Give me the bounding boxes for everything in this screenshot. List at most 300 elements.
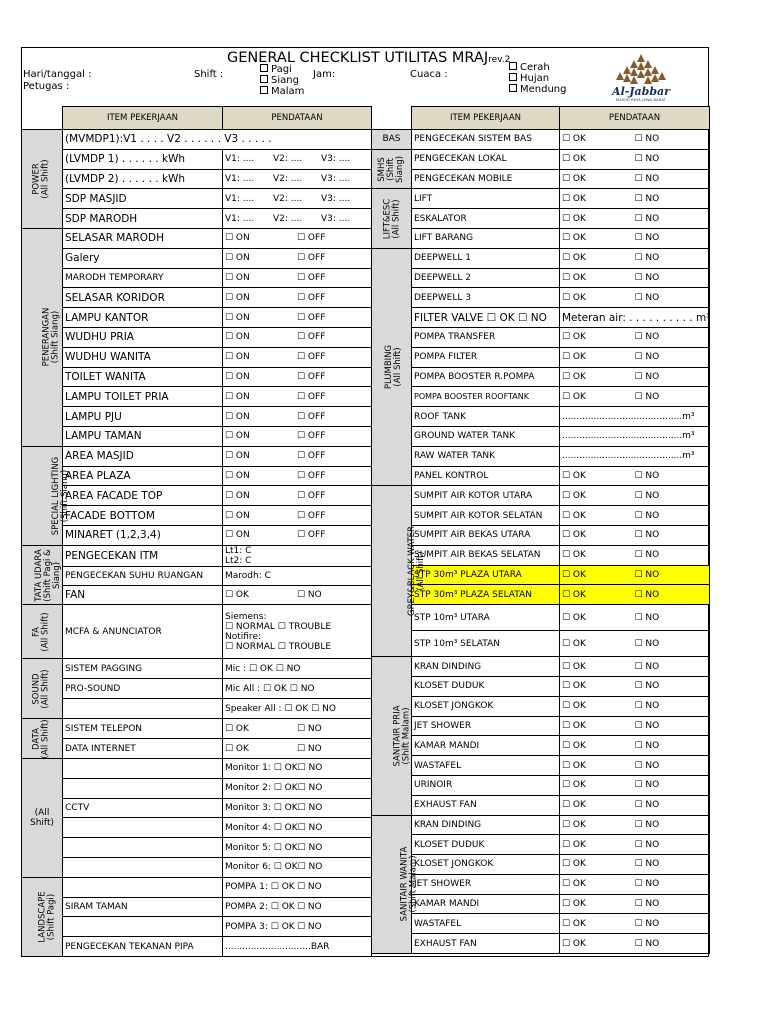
option-ok[interactable]: ☐ OK — [562, 859, 586, 870]
option-monitor-3-ok[interactable]: Monitor 3: ☐ OK — [225, 803, 298, 813]
data-field-stp-10m-selatan[interactable] — [560, 631, 710, 657]
data-field-kran-dinding[interactable] — [560, 657, 710, 677]
data-field-deepwell-3[interactable] — [560, 288, 710, 308]
option-ok[interactable]: ☐ OK — [562, 154, 586, 165]
option-no[interactable]: ☐ NO — [634, 638, 660, 649]
option-ok[interactable]: ☐ OK — [562, 740, 586, 751]
data-field-wastafel[interactable] — [560, 914, 710, 934]
option-off[interactable]: ☐ OFF — [297, 371, 326, 382]
data-field-siram-taman[interactable] — [223, 897, 372, 917]
checklist-row — [22, 347, 372, 367]
option-no[interactable]: ☐ NO — [634, 510, 660, 521]
option-no[interactable]: ☐ NO — [634, 173, 660, 184]
data-field-pengecekan-itm[interactable] — [223, 545, 372, 566]
data-line[interactable]: Mic : ☐ OK ☐ NO — [225, 663, 301, 674]
checklist-row — [22, 387, 372, 407]
checklist-row — [22, 209, 372, 229]
data-field-toilet-wanita[interactable] — [223, 367, 372, 387]
option-no[interactable]: ☐ NO — [634, 589, 660, 600]
checklist-row — [22, 679, 372, 699]
option-off[interactable]: ☐ OFF — [297, 530, 326, 541]
data-field-deepwell-2[interactable] — [560, 268, 710, 288]
checkbox-icon — [509, 62, 517, 70]
option-ok[interactable]: ☐ OK — [562, 800, 586, 811]
option-v1[interactable]: V1: .... — [225, 173, 255, 184]
data-line[interactable]: Marodh: C — [225, 570, 271, 581]
option-no[interactable]: ☐ NO — [297, 803, 323, 813]
data-field-exhaust-fan[interactable] — [560, 934, 710, 954]
option-ok[interactable]: ☐ OK — [562, 391, 586, 402]
checklist-row — [372, 446, 710, 466]
option-no[interactable]: ☐ NO — [634, 681, 660, 692]
item-minaret-1-2-3-4: MINARET (1,2,3,4) — [63, 525, 223, 545]
option-no[interactable]: ☐ NO — [634, 918, 660, 929]
data-field-lampu-toilet-pria[interactable] — [223, 387, 372, 407]
item-toilet-wanita: TOILET WANITA — [63, 367, 223, 387]
data-field-selasar-marodh[interactable] — [223, 228, 372, 248]
item-blank — [63, 699, 223, 719]
data-field-pengecekan-suhu-ruangan[interactable] — [223, 566, 372, 585]
option-off[interactable]: ☐ OFF — [297, 391, 326, 402]
option-ok[interactable]: ☐ OK — [562, 173, 586, 184]
item-blank — [63, 818, 223, 838]
option-no[interactable]: ☐ NO — [634, 253, 660, 264]
data-field-sistem-pagging[interactable] — [223, 659, 372, 679]
checklist-row — [22, 268, 372, 288]
option-no[interactable]: ☐ NO — [634, 490, 660, 501]
weather-option-mendung: Mendung — [509, 84, 567, 95]
data-field-sdp-marodh[interactable] — [223, 209, 372, 229]
option-on[interactable]: ☐ ON — [225, 490, 250, 501]
section-label-plumbing: PLUMBING (All Shift) — [372, 248, 412, 486]
option-ok[interactable]: ☐ OK — [562, 233, 586, 244]
data-field-pengecekan-sistem-bas[interactable] — [560, 130, 710, 150]
option-v2[interactable]: V2: .... — [273, 173, 303, 184]
checklist-row — [22, 426, 372, 446]
data-field-pro-sound[interactable] — [223, 679, 372, 699]
option-no[interactable]: ☐ NO — [634, 292, 660, 303]
option-off[interactable]: ☐ OFF — [297, 253, 326, 264]
item-kloset-duduk: KLOSET DUDUK — [412, 835, 560, 855]
data-field-lift[interactable] — [560, 189, 710, 209]
data-field-pompa-filter[interactable] — [560, 347, 710, 367]
option-ok[interactable]: ☐ OK — [562, 918, 586, 929]
checkbox-icon — [260, 75, 268, 83]
option-no[interactable]: ☐ NO — [297, 882, 322, 893]
option-ok[interactable]: ☐ OK — [562, 569, 586, 580]
data-field-lampu-pju[interactable] — [223, 407, 372, 427]
data-field-minaret-1-2-3-4[interactable] — [223, 525, 372, 545]
left-checklist-column — [21, 106, 372, 957]
checklist-row — [22, 407, 372, 427]
option-ok[interactable]: ☐ OK — [562, 352, 586, 363]
option-no[interactable]: ☐ NO — [297, 783, 323, 794]
option-off[interactable]: ☐ OFF — [297, 451, 326, 462]
option-monitor-2-ok[interactable]: Monitor 2: ☐ OK — [225, 783, 298, 794]
data-field-cctv[interactable] — [223, 798, 372, 818]
option-no[interactable]: ☐ NO — [634, 371, 660, 382]
corner-cell — [22, 107, 63, 130]
data-field-area-plaza[interactable] — [223, 466, 372, 486]
item-wastafel: WASTAFEL — [412, 914, 560, 934]
option-ok[interactable]: ☐ OK — [562, 819, 586, 830]
item-raw-water-tank: RAW WATER TANK — [412, 446, 560, 466]
option-no[interactable]: ☐ NO — [297, 862, 323, 873]
option-off[interactable]: ☐ OFF — [297, 470, 326, 481]
option-v2[interactable]: V2: .... — [273, 213, 303, 224]
option-ok[interactable]: ☐ OK — [562, 760, 586, 771]
option-no[interactable]: ☐ NO — [634, 154, 660, 165]
data-field-filter-valve-ok-no[interactable]: Meteran air: . . . . . . . . . . m³ — [560, 308, 710, 328]
data-line[interactable]: Siemens: — [225, 611, 267, 622]
checklist-row — [372, 855, 710, 875]
data-field-pompa-booster-rooftank[interactable] — [560, 387, 710, 407]
option-v1[interactable]: V1: .... — [225, 193, 255, 204]
option-no[interactable]: ☐ NO — [297, 921, 322, 932]
data-field-eskalator[interactable] — [560, 209, 710, 229]
data-field-area-masjid[interactable] — [223, 446, 372, 466]
item-pengecekan-suhu-ruangan: PENGECEKAN SUHU RUANGAN — [63, 566, 223, 585]
item-sistem-telepon: SISTEM TELEPON — [63, 719, 223, 739]
data-field-marodh-temporary[interactable] — [223, 268, 372, 288]
item-siram-taman: SIRAM TAMAN — [63, 897, 223, 917]
option-monitor-5-ok[interactable]: Monitor 5: ☐ OK — [225, 842, 298, 853]
item-kamar-mandi: KAMAR MANDI — [412, 736, 560, 756]
option-no[interactable]: ☐ NO — [297, 590, 322, 601]
data-field-sumpit-air-bekas-selatan[interactable] — [560, 545, 710, 565]
checklist-row — [372, 149, 710, 169]
option-off[interactable]: ☐ OFF — [297, 431, 326, 442]
option-no[interactable]: ☐ NO — [634, 760, 660, 771]
option-ok[interactable]: ☐ OK — [225, 743, 249, 754]
checklist-row — [372, 130, 710, 150]
data-field-kloset-duduk[interactable] — [560, 676, 710, 696]
data-field-blank[interactable] — [223, 759, 372, 779]
checklist-row — [372, 756, 710, 776]
data-field-lvmdp-1-kwh[interactable] — [223, 149, 372, 169]
data-field-blank[interactable] — [223, 838, 372, 858]
option-ok[interactable]: ☐ OK — [562, 134, 586, 145]
option-ok[interactable]: ☐ OK — [562, 938, 586, 949]
option-no[interactable]: ☐ NO — [634, 391, 660, 402]
option-ok[interactable]: ☐ OK — [562, 490, 586, 501]
section-label-fa: FA (All Shift) — [22, 605, 63, 659]
item-sumpit-air-kotor-selatan: SUMPIT AIR KOTOR SELATAN — [412, 506, 560, 526]
data-field-deepwell-1[interactable] — [560, 248, 710, 268]
checklist-row — [22, 699, 372, 719]
data-line[interactable]: Lt2: C — [225, 555, 252, 566]
option-ok[interactable]: ☐ OK — [562, 879, 586, 890]
data-field-blank[interactable] — [223, 699, 372, 719]
option-no[interactable]: ☐ NO — [634, 720, 660, 731]
option-v2[interactable]: V2: .... — [273, 193, 303, 204]
data-field-wastafel[interactable] — [560, 756, 710, 776]
data-field-kloset-jongkok[interactable] — [560, 696, 710, 716]
data-field-kamar-mandi[interactable] — [560, 894, 710, 914]
data-field-lift-barang[interactable] — [560, 228, 710, 248]
option-ok[interactable]: ☐ OK — [562, 530, 586, 541]
option-on[interactable]: ☐ ON — [225, 352, 250, 363]
option-no[interactable]: ☐ NO — [634, 134, 660, 145]
option-on[interactable]: ☐ ON — [225, 510, 250, 521]
item-sumpit-air-bekas-utara: SUMPIT AIR BEKAS UTARA — [412, 525, 560, 545]
option-no[interactable]: ☐ NO — [634, 819, 660, 830]
option-no[interactable]: ☐ NO — [297, 723, 322, 734]
option-ok[interactable]: ☐ OK — [562, 612, 586, 623]
data-field-pompa-booster-r-pompa[interactable] — [560, 367, 710, 387]
option-on[interactable]: ☐ ON — [225, 431, 250, 442]
option-ok[interactable]: ☐ OK — [562, 332, 586, 343]
option-off[interactable]: ☐ OFF — [297, 312, 326, 323]
option-no[interactable]: ☐ NO — [634, 839, 660, 850]
data-field-pompa-transfer[interactable] — [560, 327, 710, 347]
data-field-kloset-jongkok[interactable] — [560, 855, 710, 875]
item-selasar-koridor: SELASAR KORIDOR — [63, 288, 223, 308]
item-blank — [63, 778, 223, 798]
option-no[interactable]: ☐ NO — [634, 859, 660, 870]
item-eskalator: ESKALATOR — [412, 209, 560, 229]
option-no[interactable]: ☐ NO — [634, 938, 660, 949]
section-label-landscape: LANDSCAPE (Shift Pagi) — [22, 877, 63, 956]
option-v1[interactable]: V1: .... — [225, 213, 255, 224]
option-ok[interactable]: ☐ OK — [562, 638, 586, 649]
data-field-wudhu-wanita[interactable] — [223, 347, 372, 367]
item-column-header: ITEM PEKERJAAN — [412, 107, 560, 130]
data-field-pengecekan-tekanan-pipa[interactable]: ..............................BAR — [223, 937, 372, 957]
option-no[interactable]: ☐ NO — [297, 822, 323, 833]
data-line[interactable]: ☐ NORMAL ☐ TROUBLE — [225, 641, 332, 652]
data-field-galery[interactable] — [223, 248, 372, 268]
option-ok[interactable]: ☐ OK — [562, 720, 586, 731]
checklist-row — [372, 466, 710, 486]
option-on[interactable]: ☐ ON — [225, 371, 250, 382]
option-no[interactable]: ☐ NO — [297, 901, 322, 912]
option-on[interactable]: ☐ ON — [225, 272, 250, 283]
option-off[interactable]: ☐ OFF — [297, 411, 326, 422]
option-ok[interactable]: ☐ OK — [562, 253, 586, 264]
option-ok[interactable]: ☐ OK — [562, 899, 586, 910]
item-stp-10m-selatan: STP 10m³ SELATAN — [412, 631, 560, 657]
data-field-sumpit-air-kotor-selatan[interactable] — [560, 506, 710, 526]
data-field-sistem-telepon[interactable] — [223, 719, 372, 739]
data-field-jet-shower[interactable] — [560, 874, 710, 894]
option-no[interactable]: ☐ NO — [634, 800, 660, 811]
data-line[interactable]: Notifire: — [225, 631, 262, 642]
option-v2[interactable]: V2: .... — [273, 154, 303, 165]
data-field-blank[interactable] — [223, 818, 372, 838]
section-label-grey-black-water: GREY&BLACK WATER (All Shift) — [372, 486, 412, 657]
checklist-row — [372, 209, 710, 229]
item-pengecekan-tekanan-pipa: PENGECEKAN TEKANAN PIPA — [63, 937, 223, 957]
data-field-panel-kontrol[interactable] — [560, 466, 710, 486]
option-monitor-4-ok[interactable]: Monitor 4: ☐ OK — [225, 822, 298, 833]
item-sdp-masjid: SDP MASJID — [63, 189, 223, 209]
option-pompa-1-ok[interactable]: POMPA 1: ☐ OK — [225, 882, 295, 893]
data-field-sdp-masjid[interactable] — [223, 189, 372, 209]
shift-options[interactable] — [260, 64, 304, 97]
option-ok[interactable]: ☐ OK — [225, 590, 249, 601]
option-no[interactable]: ☐ NO — [634, 193, 660, 204]
option-v3[interactable]: V3: .... — [321, 193, 351, 204]
option-no[interactable]: ☐ NO — [634, 701, 660, 712]
data-field-urinoir[interactable] — [560, 775, 710, 795]
data-field-sumpit-air-bekas-utara[interactable] — [560, 525, 710, 545]
option-on[interactable]: ☐ ON — [225, 530, 250, 541]
option-no[interactable]: ☐ NO — [634, 233, 660, 244]
data-field-lampu-taman[interactable] — [223, 426, 372, 446]
data-field-lampu-kantor[interactable] — [223, 308, 372, 328]
option-on[interactable]: ☐ ON — [225, 451, 250, 462]
data-field-stp-10m-utara[interactable] — [560, 605, 710, 631]
option-no[interactable]: ☐ NO — [634, 612, 660, 623]
option-ok[interactable]: ☐ OK — [562, 780, 586, 791]
option-v3[interactable]: V3: .... — [321, 213, 351, 224]
option-no[interactable]: ☐ NO — [297, 743, 322, 754]
item-area-plaza: AREA PLAZA — [63, 466, 223, 486]
option-on[interactable]: ☐ ON — [225, 470, 250, 481]
data-field-blank[interactable] — [223, 778, 372, 798]
option-no[interactable]: ☐ NO — [634, 332, 660, 343]
option-on[interactable]: ☐ ON — [225, 312, 250, 323]
data-field-sumpit-air-kotor-utara[interactable] — [560, 486, 710, 506]
data-field-exhaust-fan[interactable] — [560, 795, 710, 815]
option-no[interactable]: ☐ NO — [634, 272, 660, 283]
data-field-blank[interactable] — [223, 877, 372, 897]
option-ok[interactable]: ☐ OK — [562, 681, 586, 692]
data-field-kloset-duduk[interactable] — [560, 835, 710, 855]
checklist-row — [372, 716, 710, 736]
option-no[interactable]: ☐ NO — [634, 530, 660, 541]
data-field-blank[interactable] — [223, 858, 372, 878]
data-field-stp-30m-plaza-utara[interactable] — [560, 565, 710, 585]
option-no[interactable]: ☐ NO — [634, 352, 660, 363]
option-ok[interactable]: ☐ OK — [562, 371, 586, 382]
section-label-lift-esc: LIFT&ESC (All Shift) — [372, 189, 412, 248]
data-field-selasar-koridor[interactable] — [223, 288, 372, 308]
option-v3[interactable]: V3: .... — [321, 173, 351, 184]
option-ok[interactable]: ☐ OK — [562, 213, 586, 224]
option-off[interactable]: ☐ OFF — [297, 292, 326, 303]
option-off[interactable]: ☐ OFF — [297, 233, 326, 244]
option-off[interactable]: ☐ OFF — [297, 510, 326, 521]
data-field-facade-bottom[interactable] — [223, 506, 372, 526]
option-off[interactable]: ☐ OFF — [297, 272, 326, 283]
weather-options[interactable] — [509, 62, 567, 95]
data-field-pengecekan-lokal[interactable] — [560, 149, 710, 169]
data-line[interactable]: Speaker All : ☐ OK ☐ NO — [225, 703, 336, 714]
data-field-jet-shower[interactable] — [560, 716, 710, 736]
option-no[interactable]: ☐ NO — [634, 213, 660, 224]
option-v3[interactable]: V3: .... — [321, 154, 351, 165]
option-v1[interactable]: V1: .... — [225, 154, 255, 165]
option-on[interactable]: ☐ ON — [225, 411, 250, 422]
data-field-area-facade-top[interactable] — [223, 486, 372, 506]
data-field-roof-tank[interactable]: ..........................................m³ — [560, 407, 710, 427]
data-field-lvmdp-2-kwh[interactable] — [223, 169, 372, 189]
data-field-data-internet[interactable] — [223, 739, 372, 759]
option-on[interactable]: ☐ ON — [225, 233, 250, 244]
option-on[interactable]: ☐ ON — [225, 292, 250, 303]
option-off[interactable]: ☐ OFF — [297, 352, 326, 363]
option-off[interactable]: ☐ OFF — [297, 332, 326, 343]
data-field-kamar-mandi[interactable] — [560, 736, 710, 756]
option-off[interactable]: ☐ OFF — [297, 490, 326, 501]
option-ok[interactable]: ☐ OK — [562, 193, 586, 204]
officer-label: Petugas : — [23, 81, 70, 92]
checklist-row — [372, 387, 710, 407]
option-ok[interactable]: ☐ OK — [225, 723, 249, 734]
option-ok[interactable]: ☐ OK — [562, 292, 586, 303]
data-line[interactable]: Lt1: C — [225, 545, 252, 556]
option-no[interactable]: ☐ NO — [634, 661, 660, 672]
option-no[interactable]: ☐ NO — [634, 470, 660, 481]
option-on[interactable]: ☐ ON — [225, 332, 250, 343]
option-monitor-1-ok[interactable]: Monitor 1: ☐ OK — [225, 763, 298, 774]
data-line[interactable]: Mic All : ☐ OK ☐ NO — [225, 683, 315, 694]
option-ok[interactable]: ☐ OK — [562, 550, 586, 561]
option-no[interactable]: ☐ NO — [634, 569, 660, 580]
item-data-internet: DATA INTERNET — [63, 739, 223, 759]
option-no[interactable]: ☐ NO — [634, 899, 660, 910]
option-no[interactable]: ☐ NO — [634, 740, 660, 751]
shift-option-siang: Siang — [260, 75, 304, 86]
item-kran-dinding: KRAN DINDING — [412, 815, 560, 835]
option-no[interactable]: ☐ NO — [634, 879, 660, 890]
data-line[interactable]: ☐ NORMAL ☐ TROUBLE — [225, 621, 332, 632]
option-pompa-3-ok[interactable]: POMPA 3: ☐ OK — [225, 921, 295, 932]
option-monitor-6-ok[interactable]: Monitor 6: ☐ OK — [225, 862, 298, 873]
item-cctv: CCTV — [63, 798, 223, 818]
option-ok[interactable]: ☐ OK — [562, 470, 586, 481]
option-no[interactable]: ☐ NO — [297, 763, 323, 774]
item-column-header: ITEM PEKERJAAN — [63, 107, 223, 130]
item-deepwell-1: DEEPWELL 1 — [412, 248, 560, 268]
option-ok[interactable]: ☐ OK — [562, 839, 586, 850]
option-ok[interactable]: ☐ OK — [562, 272, 586, 283]
option-on[interactable]: ☐ ON — [225, 253, 250, 264]
section-label-special-lighting: SPECIAL LIGHTING (Shift Siang) — [22, 446, 63, 545]
data-field-raw-water-tank[interactable]: ..........................................m³ — [560, 446, 710, 466]
data-field-stp-30m-plaza-selatan[interactable] — [560, 585, 710, 605]
data-field-blank[interactable] — [223, 917, 372, 937]
checklist-row — [22, 818, 372, 838]
option-ok[interactable]: ☐ OK — [562, 661, 586, 672]
item-pompa-transfer: POMPA TRANSFER — [412, 327, 560, 347]
option-ok[interactable]: ☐ OK — [562, 701, 586, 712]
checklist-row — [372, 795, 710, 815]
data-field-pengecekan-mobile[interactable] — [560, 169, 710, 189]
item-sdp-marodh: SDP MARODH — [63, 209, 223, 229]
option-ok[interactable]: ☐ OK — [562, 589, 586, 600]
data-field-fan[interactable] — [223, 585, 372, 605]
item-wastafel: WASTAFEL — [412, 756, 560, 776]
option-no[interactable]: ☐ NO — [634, 780, 660, 791]
data-field-wudhu-pria[interactable] — [223, 327, 372, 347]
option-no[interactable]: ☐ NO — [297, 842, 323, 853]
option-no[interactable]: ☐ NO — [634, 550, 660, 561]
data-field-mcfa-anunciator[interactable] — [223, 605, 372, 659]
checklist-row — [372, 486, 710, 506]
option-pompa-2-ok[interactable]: POMPA 2: ☐ OK — [225, 901, 295, 912]
item-deepwell-3: DEEPWELL 3 — [412, 288, 560, 308]
data-field-kran-dinding[interactable] — [560, 815, 710, 835]
option-on[interactable]: ☐ ON — [225, 391, 250, 402]
item-stp-30m-plaza-selatan: STP 30m³ PLAZA SELATAN — [412, 585, 560, 605]
checklist-row — [22, 446, 372, 466]
data-field-ground-water-tank[interactable]: ..........................................m³ — [560, 426, 710, 446]
checklist-row — [372, 288, 710, 308]
option-ok[interactable]: ☐ OK — [562, 510, 586, 521]
